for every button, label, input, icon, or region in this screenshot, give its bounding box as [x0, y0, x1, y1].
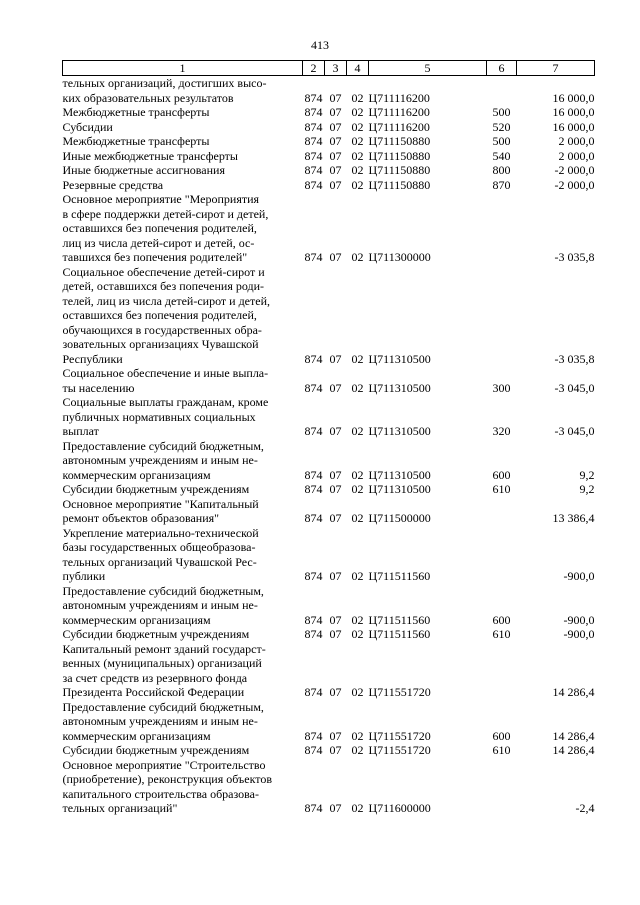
ministry-code: 874	[304, 482, 323, 496]
row-description	[63, 439, 303, 483]
subsection-code: 02	[351, 467, 364, 482]
table-row	[63, 758, 595, 816]
target-article-code: Ц711150880	[368, 163, 431, 177]
amount: 16 000,0	[552, 90, 595, 105]
table-row	[63, 482, 595, 497]
ministry-code: 874	[304, 148, 323, 163]
description-line: коммерческим организациям	[62, 612, 211, 627]
subsection-code: 02	[351, 511, 364, 525]
header-col-1: 1	[63, 61, 303, 76]
target-article-code: Ц711511560	[368, 612, 431, 627]
budget-table	[62, 60, 595, 816]
row-description	[63, 76, 303, 106]
table-row	[63, 366, 595, 395]
description-line: оставшихся без попечения родителей,	[62, 308, 257, 322]
subsection-code: 02	[351, 90, 364, 105]
row-description	[63, 395, 303, 439]
amount: 9,2	[579, 482, 595, 496]
expense-type-code: 520	[492, 119, 511, 134]
row-description	[63, 482, 303, 497]
subsection-code: 02	[351, 743, 364, 757]
description-line: обучающихся в государственных обра-	[62, 322, 262, 337]
expense-type-code: 500	[492, 134, 511, 148]
row-description	[63, 526, 303, 584]
description-line: выплат	[62, 424, 99, 438]
section-code: 07	[329, 569, 342, 583]
section-code: 07	[329, 685, 342, 699]
subsection-code: 02	[351, 728, 364, 743]
description-line: лиц из числа детей-сирот и детей, ос-	[62, 235, 255, 250]
amount: -3 045,0	[554, 380, 595, 395]
expense-type-code: 600	[492, 467, 511, 482]
row-description	[63, 758, 303, 816]
description-line: Президента Российской Федерации	[62, 685, 245, 699]
section-code: 07	[329, 134, 342, 148]
target-article-code: Ц711600000	[368, 801, 431, 815]
target-article-code: Ц711310500	[368, 351, 431, 366]
target-article-code: Ц711116200	[368, 119, 430, 134]
target-article-code: Ц711511560	[368, 569, 431, 583]
description-line: капитального строительства образова-	[62, 786, 259, 801]
section-code: 07	[329, 351, 342, 366]
description-line: телей, лиц из числа детей-сирот и детей,	[62, 293, 270, 308]
section-code: 07	[329, 177, 342, 192]
expense-type-code: 320	[492, 424, 511, 438]
subsection-code: 02	[351, 177, 364, 192]
subsection-code: 02	[351, 134, 364, 148]
description-line: Иные бюджетные ассигнования	[62, 163, 225, 177]
subsection-code: 02	[351, 424, 364, 438]
table-row	[63, 584, 595, 628]
description-line: Республики	[62, 351, 123, 366]
description-line: ремонт объектов образования"	[62, 511, 220, 525]
description-line: публичных нормативных социальных	[62, 409, 256, 424]
ministry-code: 874	[304, 105, 323, 119]
table-body	[63, 76, 595, 816]
ministry-code: 874	[304, 177, 323, 192]
section-code: 07	[329, 728, 342, 743]
description-line: автономным учреждениям и иным не-	[62, 453, 258, 467]
ministry-code: 874	[304, 467, 323, 482]
row-description	[63, 163, 303, 178]
description-line: автономным учреждениям и иным не-	[62, 598, 258, 612]
row-description	[63, 265, 303, 367]
table-row	[63, 627, 595, 642]
target-article-code: Ц711310500	[368, 380, 431, 395]
subsection-code: 02	[351, 482, 364, 496]
amount: 13 386,4	[552, 511, 595, 525]
amount: -3 035,8	[554, 351, 595, 366]
subsection-code: 02	[351, 380, 364, 395]
section-code: 07	[329, 90, 342, 105]
target-article-code: Ц711551720	[368, 743, 431, 757]
description-line: Социальные выплаты гражданам, кроме	[62, 395, 269, 409]
table-row	[63, 192, 595, 265]
row-description	[63, 149, 303, 164]
description-line: Межбюджетные трансферты	[62, 134, 210, 148]
description-line: Межбюджетные трансферты	[62, 105, 210, 119]
table-header-row	[63, 61, 595, 76]
ministry-code: 874	[304, 380, 323, 395]
target-article-code: Ц711116200	[368, 105, 430, 119]
table-row	[63, 642, 595, 700]
row-description	[63, 743, 303, 758]
subsection-code: 02	[351, 119, 364, 134]
target-article-code: Ц711150880	[368, 134, 431, 148]
description-line: автономным учреждениям и иным не-	[62, 714, 258, 728]
table-row	[63, 163, 595, 178]
description-line: Укрепление материально-технической	[62, 525, 259, 540]
description-line: Основное мероприятие "Мероприятия	[62, 192, 260, 206]
description-line: коммерческим организациям	[62, 728, 211, 743]
amount: -2,4	[575, 801, 595, 815]
description-line: Субсидии	[62, 119, 113, 134]
target-article-code: Ц711310500	[368, 467, 431, 482]
subsection-code: 02	[351, 148, 364, 163]
table-row	[63, 134, 595, 149]
expense-type-code: 870	[492, 177, 511, 192]
row-description	[63, 627, 303, 642]
description-line: Субсидии бюджетным учреждениям	[62, 743, 250, 757]
amount: 16 000,0	[552, 105, 595, 119]
ministry-code: 874	[304, 728, 323, 743]
row-description	[63, 192, 303, 265]
expense-type-code: 800	[492, 163, 511, 177]
description-line: Субсидии бюджетным учреждениям	[62, 482, 250, 496]
expense-type-code	[487, 642, 517, 700]
row-description	[63, 134, 303, 149]
expense-type-code	[487, 192, 517, 265]
amount: -2 000,0	[554, 177, 595, 192]
expense-type-code: 610	[492, 482, 511, 496]
target-article-code: Ц711310500	[368, 482, 431, 496]
description-line: Социальное обеспечение детей-сирот и	[62, 264, 265, 279]
expense-type-code: 600	[492, 612, 511, 627]
description-line: Социальное обеспечение и иные выпла-	[62, 366, 269, 380]
table-row	[63, 149, 595, 164]
row-description	[63, 642, 303, 700]
amount: 14 286,4	[552, 743, 595, 757]
amount: 2 000,0	[558, 134, 595, 148]
amount: 9,2	[579, 467, 595, 482]
amount: -900,0	[563, 627, 595, 641]
description-line: Капитальный ремонт зданий государст-	[62, 641, 266, 656]
target-article-code: Ц711310500	[368, 424, 431, 438]
section-code: 07	[329, 612, 342, 627]
ministry-code: 874	[304, 511, 323, 525]
description-line: Основное мероприятие "Строительство	[62, 757, 266, 772]
amount: 16 000,0	[552, 119, 595, 134]
subsection-code: 02	[351, 105, 364, 119]
section-code: 07	[329, 467, 342, 482]
section-code: 07	[329, 627, 342, 641]
description-line: зовательных организациях Чувашской	[62, 337, 259, 351]
description-line: в сфере поддержки детей-сирот и детей,	[62, 206, 269, 221]
description-line: тельных организаций"	[62, 801, 178, 815]
section-code: 07	[329, 163, 342, 177]
ministry-code: 874	[304, 801, 323, 815]
description-line: тельных организаций Чувашской Рес-	[62, 554, 257, 569]
target-article-code: Ц711150880	[368, 148, 431, 163]
header-col-2: 2	[303, 61, 325, 76]
subsection-code: 02	[351, 685, 364, 699]
description-line: тельных организаций, достигших высо-	[62, 76, 267, 90]
expense-type-code: 540	[492, 148, 511, 163]
amount: -3 045,0	[554, 424, 595, 438]
subsection-code: 02	[351, 627, 364, 641]
section-code: 07	[329, 380, 342, 395]
description-line: Предоставление субсидий бюджетным,	[62, 583, 264, 598]
amount: -900,0	[563, 612, 595, 627]
amount: -2 000,0	[554, 163, 595, 177]
row-description	[63, 366, 303, 395]
section-code: 07	[329, 482, 342, 496]
ministry-code: 874	[304, 569, 323, 583]
page-number: 413	[311, 38, 329, 52]
expense-type-code: 610	[492, 743, 511, 757]
subsection-code: 02	[351, 801, 364, 815]
row-description	[63, 584, 303, 628]
ministry-code: 874	[304, 351, 323, 366]
target-article-code: Ц711150880	[368, 177, 431, 192]
ministry-code: 874	[304, 119, 323, 134]
description-line: базы государственных общеобразова-	[62, 540, 256, 554]
target-article-code: Ц711551720	[368, 728, 431, 743]
description-line: Основное мероприятие "Капитальный	[62, 496, 259, 511]
target-article-code: Ц711116200	[368, 90, 430, 105]
table-row	[63, 105, 595, 120]
header-col-7: 7	[517, 61, 595, 76]
section-code: 07	[329, 148, 342, 163]
description-line: Предоставление субсидий бюджетным,	[62, 699, 264, 714]
header-col-6: 6	[487, 61, 517, 76]
target-article-code: Ц711300000	[368, 250, 431, 264]
target-article-code: Ц711511560	[368, 627, 431, 641]
expense-type-code	[487, 526, 517, 584]
description-line: тавшихся без попечения родителей"	[62, 250, 248, 264]
description-line: ты населению	[62, 380, 135, 395]
amount: -900,0	[563, 569, 595, 583]
header-col-4: 4	[347, 61, 369, 76]
subsection-code: 02	[351, 569, 364, 583]
subsection-code: 02	[351, 250, 364, 264]
description-line: Субсидии бюджетным учреждениям	[62, 627, 250, 641]
description-line: (приобретение), реконструкция объектов	[62, 772, 272, 786]
subsection-code: 02	[351, 612, 364, 627]
section-code: 07	[329, 424, 342, 438]
section-code: 07	[329, 743, 342, 757]
table-row	[63, 76, 595, 106]
expense-type-code: 500	[492, 105, 511, 119]
table-row	[63, 700, 595, 744]
description-line: Предоставление субсидий бюджетным,	[62, 438, 264, 453]
row-description	[63, 497, 303, 526]
ministry-code: 874	[304, 134, 323, 148]
expense-type-code	[487, 758, 517, 816]
ministry-code: 874	[304, 685, 323, 699]
description-line: публики	[62, 569, 106, 583]
table-row	[63, 439, 595, 483]
description-line: ких образовательных результатов	[62, 90, 234, 105]
header-col-3: 3	[325, 61, 347, 76]
ministry-code: 874	[304, 612, 323, 627]
expense-type-code: 610	[492, 627, 511, 641]
section-code: 07	[329, 105, 342, 119]
section-code: 07	[329, 119, 342, 134]
expense-type-code	[487, 265, 517, 367]
amount: -3 035,8	[554, 250, 595, 264]
table-row	[63, 497, 595, 526]
description-line: Иные межбюджетные трансферты	[62, 148, 238, 163]
description-line: оставшихся без попечения родителей,	[62, 221, 257, 235]
description-line: коммерческим организациям	[62, 467, 211, 482]
table-row	[63, 743, 595, 758]
header-col-5: 5	[369, 61, 487, 76]
section-code: 07	[329, 801, 342, 815]
amount: 2 000,0	[558, 148, 595, 163]
ministry-code: 874	[304, 627, 323, 641]
subsection-code: 02	[351, 163, 364, 177]
expense-type-code	[487, 76, 517, 106]
expense-type-code	[487, 497, 517, 526]
table-row	[63, 526, 595, 584]
amount: 14 286,4	[552, 685, 595, 699]
table-row	[63, 395, 595, 439]
row-description	[63, 105, 303, 120]
target-article-code: Ц711500000	[368, 511, 431, 525]
target-article-code: Ц711551720	[368, 685, 431, 699]
description-line: за счет средств из резервного фонда	[62, 670, 248, 685]
ministry-code: 874	[304, 163, 323, 177]
expense-type-code: 300	[492, 380, 511, 395]
row-description	[63, 120, 303, 135]
table-row	[63, 265, 595, 367]
expense-type-code: 600	[492, 728, 511, 743]
section-code: 07	[329, 511, 342, 525]
ministry-code: 874	[304, 90, 323, 105]
table-row	[63, 120, 595, 135]
description-line: детей, оставшихся без попечения роди-	[62, 279, 265, 293]
row-description	[63, 700, 303, 744]
table-row	[63, 178, 595, 193]
amount: 14 286,4	[552, 728, 595, 743]
ministry-code: 874	[304, 424, 323, 438]
description-line: венных (муниципальных) организаций	[62, 656, 262, 670]
subsection-code: 02	[351, 351, 364, 366]
description-line: Резервные средства	[62, 177, 164, 192]
row-description	[63, 178, 303, 193]
ministry-code: 874	[304, 743, 323, 757]
section-code: 07	[329, 250, 342, 264]
ministry-code: 874	[304, 250, 323, 264]
